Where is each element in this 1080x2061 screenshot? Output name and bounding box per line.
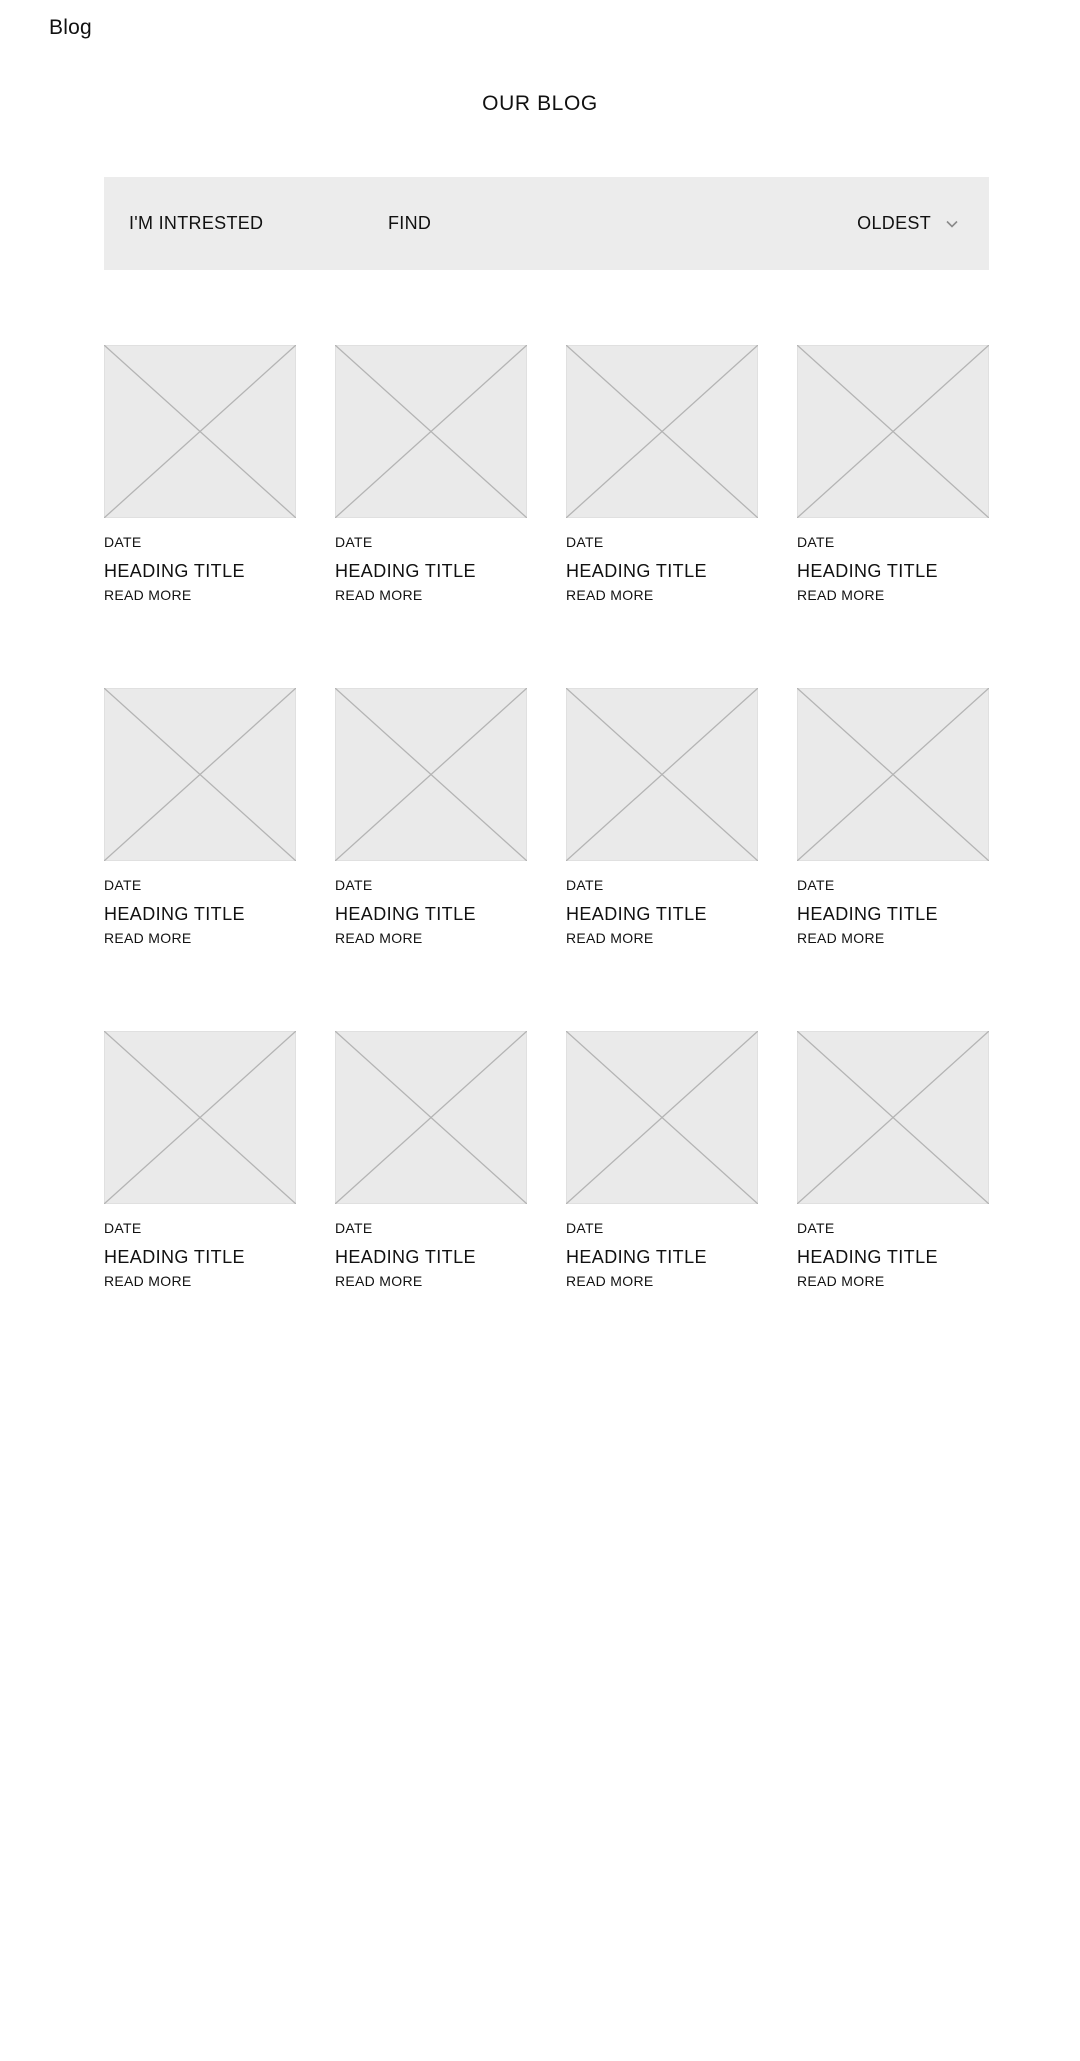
read-more-link[interactable]: READ MORE	[335, 1273, 423, 1289]
post-title[interactable]: HEADING TITLE	[104, 904, 245, 924]
image-placeholder-icon[interactable]	[797, 688, 989, 861]
post-date: DATE	[335, 1220, 373, 1236]
chevron-down-icon	[945, 217, 959, 231]
post-title[interactable]: HEADING TITLE	[104, 561, 245, 581]
post-title[interactable]: HEADING TITLE	[566, 1247, 707, 1267]
image-placeholder-icon[interactable]	[566, 1031, 758, 1204]
post-date: DATE	[566, 534, 604, 550]
post-date: DATE	[797, 877, 835, 893]
post-card	[335, 345, 527, 688]
post-card	[104, 688, 296, 1031]
post-title[interactable]: HEADING TITLE	[566, 904, 707, 924]
post-title[interactable]: HEADING TITLE	[335, 904, 476, 924]
image-placeholder-icon[interactable]	[566, 688, 758, 861]
image-placeholder-icon[interactable]	[335, 1031, 527, 1204]
post-card	[335, 1031, 527, 1374]
post-date: DATE	[566, 1220, 604, 1236]
post-card	[797, 1031, 989, 1374]
post-date: DATE	[335, 534, 373, 550]
post-date: DATE	[104, 877, 142, 893]
post-date: DATE	[335, 877, 373, 893]
sort-select-value: OLDEST	[857, 213, 931, 233]
image-placeholder-icon[interactable]	[797, 1031, 989, 1204]
find-filter[interactable]: FIND	[388, 213, 432, 233]
filter-bar	[104, 177, 989, 270]
read-more-link[interactable]: READ MORE	[335, 587, 423, 603]
post-card	[566, 1031, 758, 1374]
sort-select[interactable]	[857, 177, 959, 270]
image-placeholder-icon[interactable]	[797, 345, 989, 518]
read-more-link[interactable]: READ MORE	[566, 930, 654, 946]
image-placeholder-icon[interactable]	[104, 1031, 296, 1204]
image-placeholder-icon[interactable]	[104, 688, 296, 861]
post-date: DATE	[797, 534, 835, 550]
post-title[interactable]: HEADING TITLE	[797, 561, 938, 581]
image-placeholder-icon[interactable]	[335, 345, 527, 518]
read-more-link[interactable]: READ MORE	[566, 587, 654, 603]
post-date: DATE	[566, 877, 604, 893]
post-title[interactable]: HEADING TITLE	[797, 1247, 938, 1267]
post-date: DATE	[104, 1220, 142, 1236]
image-placeholder-icon[interactable]	[335, 688, 527, 861]
post-title[interactable]: HEADING TITLE	[335, 561, 476, 581]
image-placeholder-icon[interactable]	[566, 345, 758, 518]
post-card	[104, 345, 296, 688]
image-placeholder-icon[interactable]	[104, 345, 296, 518]
post-card	[797, 345, 989, 688]
post-date: DATE	[104, 534, 142, 550]
read-more-link[interactable]: READ MORE	[104, 930, 192, 946]
read-more-link[interactable]: READ MORE	[797, 587, 885, 603]
post-title[interactable]: HEADING TITLE	[566, 561, 707, 581]
post-date: DATE	[797, 1220, 835, 1236]
post-card	[566, 688, 758, 1031]
interest-filter[interactable]: I'M INTRESTED	[129, 213, 264, 233]
read-more-link[interactable]: READ MORE	[104, 1273, 192, 1289]
post-title[interactable]: HEADING TITLE	[104, 1247, 245, 1267]
post-card	[104, 1031, 296, 1374]
post-title[interactable]: HEADING TITLE	[797, 904, 938, 924]
post-title[interactable]: HEADING TITLE	[335, 1247, 476, 1267]
read-more-link[interactable]: READ MORE	[566, 1273, 654, 1289]
post-card	[797, 688, 989, 1031]
read-more-link[interactable]: READ MORE	[104, 587, 192, 603]
read-more-link[interactable]: READ MORE	[797, 1273, 885, 1289]
read-more-link[interactable]: READ MORE	[797, 930, 885, 946]
brand-logo[interactable]: Blog	[49, 16, 92, 39]
page-title: OUR BLOG	[482, 92, 598, 115]
read-more-link[interactable]: READ MORE	[335, 930, 423, 946]
post-grid	[104, 345, 990, 1374]
post-card	[335, 688, 527, 1031]
post-card	[566, 345, 758, 688]
